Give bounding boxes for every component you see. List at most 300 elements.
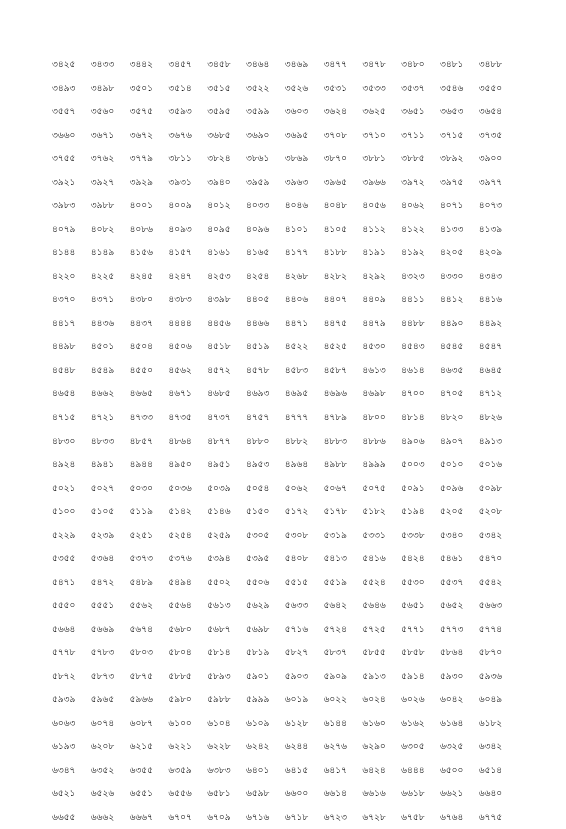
- table-cell: ৪৭৩৩: [130, 410, 169, 425]
- table-cell: ৩৮৮৫: [401, 151, 440, 166]
- table-cell: ৩৮৭০: [324, 151, 363, 166]
- table-cell: ৫৮৭২: [52, 669, 91, 684]
- table-cell: ৬০৪৯: [479, 692, 518, 707]
- table-cell: ৬৭৫৮: [401, 810, 440, 825]
- table-cell: ৪০৪৬: [285, 198, 324, 213]
- table-cell: ৫৫৬৪: [168, 598, 207, 613]
- table-row: [52, 406, 518, 430]
- table-row: [52, 735, 518, 759]
- table-row: [52, 53, 518, 77]
- table-row: [52, 77, 518, 101]
- table-cell: ৪৪১৭: [52, 316, 91, 331]
- table-cell: ৫৫০২: [207, 575, 246, 590]
- table-row: [52, 641, 518, 665]
- table-cell: ৪৩৭১: [91, 292, 130, 307]
- table-cell: ৩৪৮০: [401, 57, 440, 72]
- table-cell: ৫০৭৫: [362, 481, 401, 496]
- table-row: [52, 100, 518, 124]
- table-cell: ৬১২৮: [285, 716, 324, 731]
- table-row: [52, 782, 518, 806]
- table-cell: ৪০৯৬: [246, 222, 285, 237]
- table-cell: ৫৮৫৮: [401, 645, 440, 660]
- table-row: [52, 664, 518, 688]
- table-cell: ৩৪৪২: [130, 57, 169, 72]
- table-cell: ৪১৬৫: [246, 245, 285, 260]
- table-cell: ৬৬০০: [285, 786, 324, 801]
- table-row: [52, 171, 518, 195]
- table-cell: ৫০৬২: [285, 481, 324, 496]
- table-cell: ৪৭৫৭: [246, 410, 285, 425]
- table-cell: ৫১৪৬: [207, 504, 246, 519]
- table-cell: ৪৪০৭: [324, 292, 363, 307]
- table-row: [52, 218, 518, 242]
- table-cell: ৪২৫৩: [207, 269, 246, 284]
- table-cell: ৬১৯৩: [52, 739, 91, 754]
- table-cell: ৬৫২৬: [91, 786, 130, 801]
- table-cell: ৪৫৪৮: [52, 363, 91, 378]
- table-cell: ৩৭১১: [401, 128, 440, 143]
- table-cell: ৩৯৪০: [207, 175, 246, 190]
- table-cell: ৫০৩৯: [207, 481, 246, 496]
- table-cell: ৫৩১৯: [324, 528, 363, 543]
- table-cell: ৪৯৪৪: [130, 457, 169, 472]
- table-cell: ৪৮৮২: [285, 434, 324, 449]
- table-cell: ৬২২১: [168, 739, 207, 754]
- table-cell: ৩৬৫৩: [440, 104, 479, 119]
- table-cell: ৪৩৪৩: [479, 269, 518, 284]
- table-cell: ৬০১৯: [285, 692, 324, 707]
- table-row: [52, 570, 518, 594]
- table-row: [52, 758, 518, 782]
- table-cell: ৪৭১২: [479, 386, 518, 401]
- table-cell: ৪০৭৯: [52, 222, 91, 237]
- table-cell: ৪৫১৮: [207, 339, 246, 354]
- table-cell: ৪৬৯৮: [362, 386, 401, 401]
- table-cell: ৪৫২৫: [324, 339, 363, 354]
- table-cell: ৫৬৭৪: [130, 622, 169, 637]
- table-cell: ৫৩৪০: [440, 528, 479, 543]
- table-cell: ৬৫২১: [52, 786, 91, 801]
- table-cell: ৩৭১৫: [440, 128, 479, 143]
- table-cell: ৬৭৭৫: [479, 810, 518, 825]
- table-cell: ৫৪৯৪: [168, 575, 207, 590]
- table-cell: ৫০৯১: [401, 481, 440, 496]
- table-cell: ৫৮৬৪: [440, 645, 479, 660]
- table-cell: ৫৬৪২: [324, 598, 363, 613]
- table-cell: ৪৯০৭: [440, 434, 479, 449]
- table-cell: ৫৯৩০: [440, 669, 479, 684]
- table-cell: ৩৫৩৭: [401, 81, 440, 96]
- table-cell: ৪১৬১: [207, 245, 246, 260]
- table-cell: ৪৪৩৬: [91, 316, 130, 331]
- table-row: [52, 594, 518, 618]
- table-cell: ৬৫১৪: [479, 763, 518, 778]
- table-cell: ৬৬১৪: [324, 786, 363, 801]
- table-cell: ৪৭০৫: [440, 386, 479, 401]
- table-cell: ৪০৮২: [91, 222, 130, 237]
- table-cell: ৪৩৮৩: [168, 292, 207, 307]
- table-cell: ৪১৫৬: [130, 245, 169, 260]
- table-cell: ৫০১০: [440, 457, 479, 472]
- table-cell: ৬৬১৬: [362, 786, 401, 801]
- table-cell: ৫৪১৬: [362, 551, 401, 566]
- table-cell: ৪৮৭৭: [207, 434, 246, 449]
- table-cell: ৩৯৫৯: [246, 175, 285, 190]
- table-cell: ৪২৫৪: [246, 269, 285, 284]
- table-cell: ৬০২৪: [362, 692, 401, 707]
- table-cell: ৫২০৮: [479, 504, 518, 519]
- table-cell: ৩৯২১: [52, 175, 91, 190]
- table-cell: ৪৬১৪: [401, 363, 440, 378]
- table-cell: ৩৯৭৫: [440, 175, 479, 190]
- table-cell: ৪০৩৩: [246, 198, 285, 213]
- table-cell: ৫৯৯৯: [246, 692, 285, 707]
- table-cell: ৫৩০৫: [246, 528, 285, 543]
- table-cell: ৫৫৪২: [479, 575, 518, 590]
- table-cell: ৪৪৭৫: [324, 316, 363, 331]
- table-cell: ৪৯৫১: [207, 457, 246, 472]
- table-cell: ৬৩৫৫: [130, 763, 169, 778]
- table-cell: ৬৬১৮: [401, 786, 440, 801]
- table-cell: ৫২৫১: [130, 528, 169, 543]
- table-cell: ৬৩৫৯: [168, 763, 207, 778]
- table-cell: ৬০৬৩: [52, 716, 91, 731]
- table-cell: ৬১০৪: [207, 716, 246, 731]
- table-cell: ৪০১২: [207, 198, 246, 213]
- table-cell: ৪৬৬৫: [130, 386, 169, 401]
- table-cell: ৪৫২২: [285, 339, 324, 354]
- table-cell: ৩৫২২: [246, 81, 285, 96]
- table-cell: ৪০৫৬: [362, 198, 401, 213]
- table-cell: ৬৩৮৩: [207, 763, 246, 778]
- table-cell: ৬৭১৮: [285, 810, 324, 825]
- number-table: [52, 53, 518, 829]
- table-cell: ৫৫১৫: [285, 575, 324, 590]
- table-cell: ৬৩৫২: [91, 763, 130, 778]
- table-cell: ৬৭২৮: [362, 810, 401, 825]
- table-cell: ৫৫৩৭: [440, 575, 479, 590]
- table-cell: ৩৬৮৫: [207, 128, 246, 143]
- table-cell: ৪১৯১: [362, 245, 401, 260]
- table-cell: ৫৩৯৪: [207, 551, 246, 566]
- table-row: [52, 500, 518, 524]
- table-cell: ৪১০৫: [324, 222, 363, 237]
- table-cell: ৫৫১৯: [324, 575, 363, 590]
- table-row: [52, 359, 518, 383]
- table-cell: ৫৩৪২: [479, 528, 518, 543]
- table-cell: ৫৮৮৫: [168, 669, 207, 684]
- table-cell: ৪১৫৭: [168, 245, 207, 260]
- table-cell: ৩৫১৪: [168, 81, 207, 96]
- table-cell: ৫৬৪৬: [362, 598, 401, 613]
- table-cell: ৩৪৯৩: [52, 81, 91, 96]
- table-cell: ৪১০১: [285, 222, 324, 237]
- table-cell: ৫০২১: [52, 481, 91, 496]
- table-row: [52, 806, 518, 829]
- table-cell: ৬১৪৪: [324, 716, 363, 731]
- table-cell: ৬০২৬: [401, 692, 440, 707]
- table-row: [52, 147, 518, 171]
- table-cell: ৬২০৮: [91, 739, 130, 754]
- table-cell: ৫৬৯৮: [246, 622, 285, 637]
- table-cell: ৩৪৫৭: [168, 57, 207, 72]
- table-cell: ৬১০৯: [246, 716, 285, 731]
- table-cell: ৫৫৫০: [52, 598, 91, 613]
- table-row: [52, 265, 518, 289]
- table-cell: ৫২৫৪: [168, 528, 207, 543]
- table-cell: ৬৩৪২: [479, 739, 518, 754]
- table-cell: ৪৫৫০: [130, 363, 169, 378]
- table-cell: ৪৮৮০: [246, 434, 285, 449]
- table-cell: ৫১০০: [52, 504, 91, 519]
- table-cell: ৪৬৩৫: [440, 363, 479, 378]
- table-cell: ৫৬৫২: [440, 598, 479, 613]
- table-cell: ৩৮৯২: [440, 151, 479, 166]
- table-cell: ৪৯৮৮: [324, 457, 363, 472]
- table-cell: ৫৮০৪: [168, 645, 207, 660]
- table-cell: ৫২৩৯: [91, 528, 130, 543]
- table-cell: ৫৯১৪: [401, 669, 440, 684]
- table-cell: ৪৫৩০: [362, 339, 401, 354]
- table-cell: ৪২০৫: [440, 245, 479, 260]
- table-cell: ৪৮৩০: [52, 434, 91, 449]
- table-cell: ৫৯০১: [246, 669, 285, 684]
- table-cell: ৪৮৫৭: [130, 434, 169, 449]
- table-cell: ৪৯৯৯: [362, 457, 401, 472]
- table-cell: ৬০৮৭: [130, 716, 169, 731]
- table-cell: ৬০২২: [324, 692, 363, 707]
- table-row: [52, 476, 518, 500]
- table-cell: ৪৮৩৩: [91, 434, 130, 449]
- table-cell: ৪৪৩৭: [130, 316, 169, 331]
- table-cell: ৬৩২৫: [440, 739, 479, 754]
- table-row: [52, 453, 518, 477]
- table-cell: ৫০০৩: [401, 457, 440, 472]
- table-cell: ৫৮৭৩: [91, 669, 130, 684]
- table-cell: ৪৪৯২: [479, 316, 518, 331]
- table-cell: ৫৭৭৮: [52, 645, 91, 660]
- table-cell: ৪৬১৩: [362, 363, 401, 378]
- table-cell: ৩৯৮৩: [52, 198, 91, 213]
- table-cell: ৩৮৮১: [362, 151, 401, 166]
- table-cell: ৪৯৪১: [91, 457, 130, 472]
- table-cell: ৬২৯০: [362, 739, 401, 754]
- table-cell: ৬১৮২: [479, 716, 518, 731]
- table-row: [52, 335, 518, 359]
- table-cell: ৫১১৯: [130, 504, 169, 519]
- table-cell: ৫৯১৩: [362, 669, 401, 684]
- table-cell: ৩৫৫৭: [52, 104, 91, 119]
- table-cell: ৫৩৩১: [362, 528, 401, 543]
- table-cell: ৩৪৯৮: [91, 81, 130, 96]
- table-cell: ৪৭৩৭: [207, 410, 246, 425]
- table-cell: ৩৯২৭: [91, 175, 130, 190]
- table-cell: ৪৬৯৩: [246, 386, 285, 401]
- table-cell: ৫৪৬১: [440, 551, 479, 566]
- table-cell: ৫৬৮০: [168, 622, 207, 637]
- table-cell: ৫৭২৪: [324, 622, 363, 637]
- table-cell: ৫১৮২: [362, 504, 401, 519]
- table-cell: ৩৯৬৩: [285, 175, 324, 190]
- table-cell: ৪৪১২: [440, 292, 479, 307]
- table-cell: ৫৯৩৬: [479, 669, 518, 684]
- table-cell: ৪৪৪৪: [168, 316, 207, 331]
- table-cell: ৪১২২: [401, 222, 440, 237]
- table-cell: ৫৯৮৮: [207, 692, 246, 707]
- table-cell: ৩৭৩৫: [479, 128, 518, 143]
- table-cell: ৩৫৫০: [479, 81, 518, 96]
- table-cell: ৫৪৮৯: [130, 575, 169, 590]
- table-cell: ৫৯৬৫: [91, 692, 130, 707]
- table-cell: ৫১৯৪: [401, 504, 440, 519]
- table-cell: ৬০৭৪: [91, 716, 130, 731]
- table-cell: ৪৩২৩: [401, 269, 440, 284]
- table-cell: ৪৪৯০: [440, 316, 479, 331]
- table-cell: ৫৩০৮: [285, 528, 324, 543]
- table-cell: ৫৬১৩: [207, 598, 246, 613]
- table-cell: ৬২১৫: [130, 739, 169, 754]
- table-cell: ৪৩৩০: [440, 269, 479, 284]
- table-cell: ৬৪০১: [246, 763, 285, 778]
- table-cell: ৫০৫৪: [246, 481, 285, 496]
- table-cell: ৫৭২৫: [362, 622, 401, 637]
- table-cell: ৩৯২৯: [130, 175, 169, 190]
- table-cell: ৬১৬২: [401, 716, 440, 731]
- table-cell: ৪৪৭১: [285, 316, 324, 331]
- table-cell: ৫৩৬৪: [91, 551, 130, 566]
- table-cell: ৩৯০০: [479, 151, 518, 166]
- table-cell: ৩৫৯৫: [207, 104, 246, 119]
- table-cell: ৩৪৭৭: [324, 57, 363, 72]
- table-row: [52, 711, 518, 735]
- table-cell: ৪২২০: [52, 269, 91, 284]
- table-cell: ৪৪৯৮: [52, 339, 91, 354]
- table-cell: ৪১৭৭: [285, 245, 324, 260]
- table-cell: ৫৭৭৩: [440, 622, 479, 637]
- table-cell: ৩৫০১: [130, 81, 169, 96]
- table-cell: ৪১৩৯: [479, 222, 518, 237]
- table-cell: ৫১৭৮: [324, 504, 363, 519]
- table-cell: ৫৯০৯: [324, 669, 363, 684]
- table-cell: ৫৭৭৪: [479, 622, 518, 637]
- table-cell: ৪৮৮৩: [324, 434, 363, 449]
- table-cell: ৬২৪২: [246, 739, 285, 754]
- table-cell: ৫৪৭১: [52, 575, 91, 590]
- table-row: [52, 688, 518, 712]
- table-cell: ৩৫৯৩: [168, 104, 207, 119]
- table-cell: ৬৭০৯: [207, 810, 246, 825]
- table-cell: ৩৫১৫: [207, 81, 246, 96]
- table-cell: ৩৭০৮: [324, 128, 363, 143]
- table-cell: ৩৪৭৮: [362, 57, 401, 72]
- table-cell: ৩৬৬০: [52, 128, 91, 143]
- table-cell: ৪২৪৭: [168, 269, 207, 284]
- table-cell: ৫৪৭২: [91, 575, 130, 590]
- table-cell: ৩৬৭১: [91, 128, 130, 143]
- table-cell: ৫৬২৯: [246, 598, 285, 613]
- table-cell: ৬৪১৭: [324, 763, 363, 778]
- table-cell: ৩৭১০: [362, 128, 401, 143]
- table-cell: ৩৬৫১: [401, 104, 440, 119]
- table-cell: ৩৭৭৯: [130, 151, 169, 166]
- table-cell: ৪২০৯: [479, 245, 518, 260]
- table-cell: ৪১৪৪: [52, 245, 91, 260]
- table-cell: ৪৮১৪: [401, 410, 440, 425]
- table-cell: ৬৬৫৫: [52, 810, 91, 825]
- table-cell: ৩৯৩১: [168, 175, 207, 190]
- table-cell: ৪৩৭০: [52, 292, 91, 307]
- table-cell: ৫৫৫১: [91, 598, 130, 613]
- table-cell: ৪৪১১: [401, 292, 440, 307]
- table-cell: ৩৪৫৮: [207, 57, 246, 72]
- table-cell: ৬২২৮: [207, 739, 246, 754]
- table-cell: ৫২২৯: [52, 528, 91, 543]
- table-cell: ৬৬২১: [440, 786, 479, 801]
- table-cell: ৬৪১৫: [285, 763, 324, 778]
- table-cell: ৩৯৭৭: [479, 175, 518, 190]
- table-cell: ৩৪২৫: [52, 57, 91, 72]
- table-cell: ৫৫০৬: [246, 575, 285, 590]
- table-cell: ৪৯১৩: [479, 434, 518, 449]
- table-cell: ৪৪৮৮: [401, 316, 440, 331]
- table-cell: ৪৪৫৬: [207, 316, 246, 331]
- table-cell: ৪৫৪৫: [440, 339, 479, 354]
- table-cell: ৫৮১৪: [207, 645, 246, 660]
- table-cell: ৬৩০৫: [401, 739, 440, 754]
- table-cell: ৫১৭২: [285, 504, 324, 519]
- table-cell: ৪০৬২: [401, 198, 440, 213]
- table-cell: ৪২২৫: [91, 269, 130, 284]
- table-cell: ৪৫৬২: [168, 363, 207, 378]
- table-cell: ৫১৫০: [246, 504, 285, 519]
- table-cell: ৬৭২৩: [324, 810, 363, 825]
- table-cell: ৩৮৬১: [246, 151, 285, 166]
- table-cell: ৩৬২৫: [362, 104, 401, 119]
- table-cell: ৫২০৫: [440, 504, 479, 519]
- table-cell: ৪৫০১: [91, 339, 130, 354]
- table-cell: ৫৬৮৭: [207, 622, 246, 637]
- table-cell: ৪০০১: [130, 198, 169, 213]
- table-cell: ৪৩৮০: [130, 292, 169, 307]
- table-cell: ৩৬৭৬: [168, 128, 207, 143]
- table-cell: ৩৪৮৮: [479, 57, 518, 72]
- table-cell: ৪২৯২: [362, 269, 401, 284]
- table-row: [52, 547, 518, 571]
- table-cell: ৪২৮২: [324, 269, 363, 284]
- table-cell: ৪৫৭৮: [246, 363, 285, 378]
- table-cell: ৪৫৪৩: [401, 339, 440, 354]
- table-cell: ৬৭৬৪: [440, 810, 479, 825]
- table-cell: ৫০২৭: [91, 481, 130, 496]
- table-cell: ৬৬৬২: [91, 810, 130, 825]
- table-cell: ৫৯৬৬: [130, 692, 169, 707]
- table-cell: ৬৭১৬: [246, 810, 285, 825]
- table-cell: ৩৪৮১: [440, 57, 479, 72]
- table-cell: ৫৮৫৫: [362, 645, 401, 660]
- table-cell: ৩৮১১: [168, 151, 207, 166]
- table-row: [52, 429, 518, 453]
- table-cell: ৫০৩৬: [168, 481, 207, 496]
- table-cell: ৫৮৭০: [479, 645, 518, 660]
- table-cell: ৪৮২০: [440, 410, 479, 425]
- table-cell: ৫৮১৯: [246, 645, 285, 660]
- table-cell: ৩৬০৩: [285, 104, 324, 119]
- table-cell: ৬৩৪৭: [52, 763, 91, 778]
- table-cell: ৪৪০৫: [246, 292, 285, 307]
- table-cell: ৪৬৭১: [168, 386, 207, 401]
- table-cell: ৬৬৬৭: [130, 810, 169, 825]
- table-cell: ৪৬৫৪: [52, 386, 91, 401]
